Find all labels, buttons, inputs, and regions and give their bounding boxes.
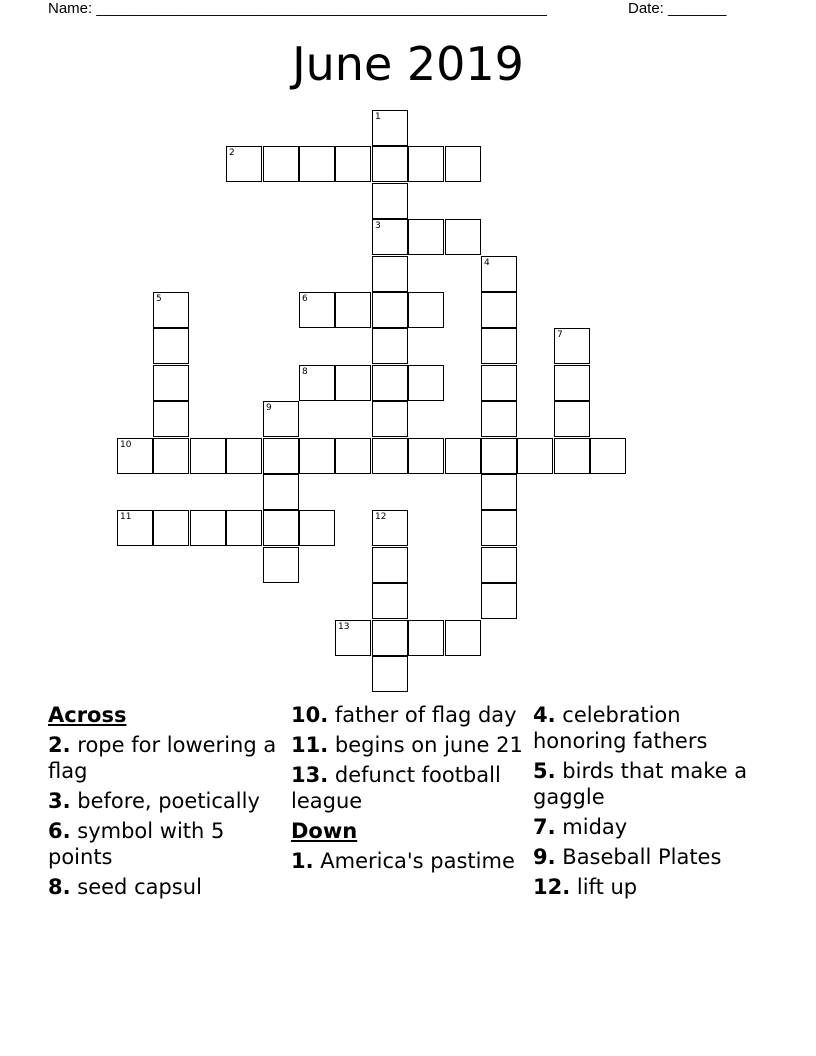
cell-number: 5 <box>156 294 162 304</box>
crossword-cell[interactable] <box>299 292 335 328</box>
clue-number: 4. <box>533 703 556 727</box>
crossword-cell[interactable] <box>372 438 408 474</box>
clue-across-8 <box>48 874 280 900</box>
crossword-cell[interactable] <box>481 328 517 364</box>
crossword-cell[interactable] <box>372 328 408 364</box>
clue-across-2 <box>48 732 280 784</box>
crossword-cell[interactable] <box>517 438 553 474</box>
clue-across-3 <box>48 788 280 814</box>
clue-down-12 <box>533 874 765 900</box>
crossword-cell[interactable] <box>190 438 226 474</box>
crossword-cell[interactable] <box>153 438 189 474</box>
crossword-cell[interactable] <box>481 510 517 546</box>
crossword-cell[interactable] <box>153 510 189 546</box>
crossword-cell[interactable] <box>117 438 153 474</box>
crossword-cell[interactable] <box>153 328 189 364</box>
crossword-cell[interactable] <box>445 219 481 255</box>
crossword-cell[interactable] <box>554 365 590 401</box>
clue-across-10 <box>291 702 523 728</box>
clue-number: 9. <box>533 845 556 869</box>
crossword-cell[interactable] <box>372 183 408 219</box>
crossword-cell[interactable] <box>263 401 299 437</box>
cell-number: 8 <box>302 367 308 377</box>
clue-text: Baseball Plates <box>562 845 722 869</box>
crossword-cell[interactable] <box>408 365 444 401</box>
clue-number: 3. <box>48 789 71 813</box>
clue-text: America's pastime <box>320 849 515 873</box>
clue-number: 2. <box>48 733 71 757</box>
clue-column-1 <box>48 702 280 904</box>
cell-number: 9 <box>266 403 272 413</box>
clue-across-11 <box>291 732 523 758</box>
clue-number: 12. <box>533 875 571 899</box>
crossword-cell[interactable] <box>299 510 335 546</box>
clue-number: 8. <box>48 875 71 899</box>
clue-number: 10. <box>291 703 329 727</box>
page-title: June 2019 <box>292 37 524 91</box>
cell-number: 12 <box>375 512 387 522</box>
clue-down-5 <box>533 758 765 810</box>
crossword-cell[interactable] <box>372 620 408 656</box>
crossword-cell[interactable] <box>335 438 371 474</box>
crossword-cell[interactable] <box>408 146 444 182</box>
crossword-cell[interactable] <box>554 401 590 437</box>
across-heading: Across <box>48 703 127 727</box>
crossword-cell[interactable] <box>263 438 299 474</box>
down-heading: Down <box>291 819 358 843</box>
crossword-cell[interactable] <box>153 365 189 401</box>
crossword-cell[interactable] <box>408 219 444 255</box>
crossword-cell[interactable] <box>481 365 517 401</box>
clue-text: symbol with 5 points <box>48 819 225 869</box>
crossword-cell[interactable] <box>590 438 626 474</box>
crossword-cell[interactable] <box>263 547 299 583</box>
crossword-cell[interactable] <box>299 146 335 182</box>
crossword-cell[interactable] <box>372 365 408 401</box>
cell-number: 11 <box>120 512 132 522</box>
clue-text: miday <box>562 815 628 839</box>
crossword-cell[interactable] <box>263 510 299 546</box>
crossword-cell[interactable] <box>299 438 335 474</box>
clue-down-1 <box>291 848 523 874</box>
clue-text: defunct football league <box>291 763 501 813</box>
crossword-cell[interactable] <box>263 474 299 510</box>
crossword-cell[interactable] <box>335 365 371 401</box>
crossword-cell[interactable] <box>445 438 481 474</box>
cell-number: 1 <box>375 112 381 122</box>
cell-number: 10 <box>120 440 132 450</box>
clue-down-4 <box>533 702 765 754</box>
crossword-cell[interactable] <box>226 438 262 474</box>
crossword-cell[interactable] <box>226 146 262 182</box>
crossword-cell[interactable] <box>481 292 517 328</box>
crossword-cell[interactable] <box>372 146 408 182</box>
crossword-cell[interactable] <box>372 219 408 255</box>
crossword-cell[interactable] <box>481 256 517 292</box>
clue-column-3 <box>533 702 765 904</box>
cell-number: 6 <box>302 294 308 304</box>
crossword-cell[interactable] <box>299 365 335 401</box>
crossword-cell[interactable] <box>190 510 226 546</box>
crossword-cell[interactable] <box>372 110 408 146</box>
clue-text: begins on june 21 <box>334 733 523 757</box>
name-field-label: Name: ______________________________________________________ <box>48 0 547 17</box>
clue-column-2 <box>291 702 523 878</box>
clue-number: 11. <box>291 733 329 757</box>
crossword-cell[interactable] <box>554 328 590 364</box>
crossword-cell[interactable] <box>481 401 517 437</box>
crossword-cell[interactable] <box>372 547 408 583</box>
crossword-cell[interactable] <box>481 547 517 583</box>
crossword-cell[interactable] <box>335 292 371 328</box>
clue-number: 1. <box>291 849 314 873</box>
crossword-cell[interactable] <box>445 146 481 182</box>
crossword-cell[interactable] <box>372 401 408 437</box>
clue-number: 7. <box>533 815 556 839</box>
clue-across-13 <box>291 762 523 814</box>
crossword-cell[interactable] <box>372 292 408 328</box>
clue-down-9 <box>533 844 765 870</box>
clue-number: 13. <box>291 763 329 787</box>
crossword-cell[interactable] <box>335 620 371 656</box>
date-field-label: Date: _______ <box>628 0 727 17</box>
crossword-cell[interactable] <box>445 620 481 656</box>
clue-number: 5. <box>533 759 556 783</box>
cell-number: 7 <box>557 330 563 340</box>
crossword-cell[interactable] <box>481 583 517 619</box>
cell-number: 13 <box>338 622 350 632</box>
clue-across-6 <box>48 818 280 870</box>
crossword-cell[interactable] <box>335 146 371 182</box>
crossword-cell[interactable] <box>408 438 444 474</box>
clue-text: before, poetically <box>77 789 260 813</box>
clue-text: father of flag day <box>334 703 517 727</box>
clue-down-7 <box>533 814 765 840</box>
cell-number: 3 <box>375 221 381 231</box>
crossword-cell[interactable] <box>372 656 408 692</box>
crossword-cell[interactable] <box>408 620 444 656</box>
clue-number: 6. <box>48 819 71 843</box>
crossword-cell[interactable] <box>226 510 262 546</box>
crossword-cell[interactable] <box>408 292 444 328</box>
crossword-cell[interactable] <box>153 292 189 328</box>
crossword-cell[interactable] <box>372 510 408 546</box>
crossword-cell[interactable] <box>372 256 408 292</box>
cell-number: 4 <box>484 258 490 268</box>
crossword-cell[interactable] <box>263 146 299 182</box>
crossword-cell[interactable] <box>372 583 408 619</box>
crossword-cell[interactable] <box>153 401 189 437</box>
clue-text: rope for lowering a flag <box>48 733 277 783</box>
clue-text: lift up <box>576 875 638 899</box>
crossword-cell[interactable] <box>481 474 517 510</box>
clue-text: seed capsul <box>77 875 202 899</box>
crossword-cell[interactable] <box>554 438 590 474</box>
cell-number: 2 <box>229 148 235 158</box>
clue-text: birds that make a gaggle <box>533 759 748 809</box>
clue-text: celebration honoring fathers <box>533 703 708 753</box>
crossword-cell[interactable] <box>481 438 517 474</box>
crossword-cell[interactable] <box>117 510 153 546</box>
